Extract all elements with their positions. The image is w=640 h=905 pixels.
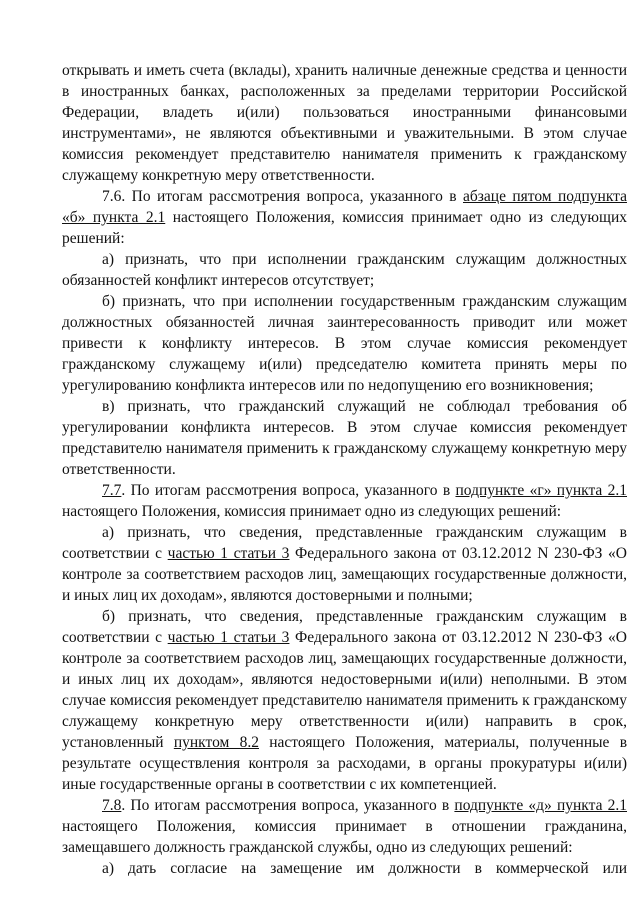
paragraph (62, 522, 627, 606)
paragraph (62, 249, 627, 291)
paragraph-text: Федерального закона от 03.12.2012 N 230-ФЗ «О контроле за соответствием расходов лиц, замещающих государственные должности, и иных лиц их доходам», являются достоверными и полными; (62, 545, 627, 604)
paragraph-text: 7.6. По итогам рассмотрения вопроса, указанного в (102, 188, 463, 205)
paragraph-text: . По итогам рассмотрения вопроса, указанного в (121, 482, 456, 499)
paragraph-text: б) признать, что при исполнении государственным гражданским служащим должностных обязанностей личная заинтересованность приводит или может привести к конфликту интересов. В этом случае комиссия рекомендует гражданскому служащему и(или) председателю комитета принять меры по урегулированию конфликта интересов или по недопущению его возникновения; (62, 293, 627, 394)
legal-reference-link[interactable]: подпункте «г» пункта 2.1 (455, 482, 628, 499)
paragraph-text: настоящего Положения, комиссия принимает одно из следующих решений: (62, 503, 562, 520)
legal-reference-link[interactable]: пунктом 8.2 (173, 734, 259, 751)
paragraph-text: а) признать, что сведения, представленные гражданским служащим в соответствии с (62, 524, 627, 562)
legal-reference-link[interactable]: подпункте «д» пункта 2.1 (454, 797, 628, 814)
paragraph-text: б) признать, что сведения, представленные гражданским служащим в соответствии с (62, 608, 627, 646)
legal-reference-link[interactable]: частью 1 статьи 3 (167, 629, 290, 646)
legal-reference-link[interactable]: частью 1 статьи 3 (167, 545, 290, 562)
legal-reference-link[interactable]: 7.7 (102, 482, 122, 499)
legal-reference-link[interactable]: 7.8 (102, 797, 122, 814)
paragraph-text: а) признать, что при исполнении гражданским служащим должностных обязанностей конфликт интересов отсутствует; (62, 251, 627, 289)
paragraph-text: а) дать согласие на замещение им должности в коммерческой или (102, 860, 627, 877)
paragraph-text: Федерального закона от 03.12.2012 N 230-ФЗ «О контроле за соответствием расходов лиц, замещающих государственные должности, и иных лиц их доходам», являются недостоверными и(или) неполными. В этом случае комиссия рекомендует представителю нанимателя применить к гражданскому служащему конкретную меру ответственности и(или) направить в срок, установленный (62, 629, 627, 751)
paragraph-text: в) признать, что гражданский служащий не соблюдал требования об урегулировании конфликта интересов. В этом случае комиссия рекомендует представителю нанимателя применить к гражданскому служащему конкретную меру ответственности. (62, 398, 627, 478)
paragraph (62, 858, 627, 879)
paragraph-text: . По итогам рассмотрения вопроса, указанного в (121, 797, 455, 814)
paragraph (62, 606, 627, 795)
paragraph (62, 396, 627, 480)
paragraph-text: настоящего Положения, комиссия принимает одно из следующих решений: (62, 209, 627, 247)
paragraph-text: настоящего Положения, комиссия принимает в отношении гражданина, замещавшего должность гражданской службы, одно из следующих решений: (62, 818, 627, 856)
paragraph-text: открывать и иметь счета (вклады), хранить наличные денежные средства и ценности в иностранных банках, расположенных за пределами территории Российской Федерации, владеть и(или) пользоваться иностранными финансовыми инструментами», не являются объективными и уважительными. В этом случае комиссия рекомендует представителю нанимателя применить к гражданскому служащему конкретную меру ответственности. (62, 62, 627, 184)
paragraph (62, 795, 627, 858)
paragraph-text: настоящего Положения, материалы, полученные в результате осуществления контроля за расходами, в органы прокуратуры и(или) иные государственные органы в соответствии с их компетенцией. (62, 734, 628, 793)
legal-reference-link[interactable]: абзаце пятом подпункта «б» пункта 2.1 (62, 188, 627, 226)
document-page (62, 60, 627, 879)
paragraph (62, 186, 627, 249)
paragraph (62, 291, 627, 396)
paragraph (62, 60, 627, 186)
paragraph (62, 480, 627, 522)
